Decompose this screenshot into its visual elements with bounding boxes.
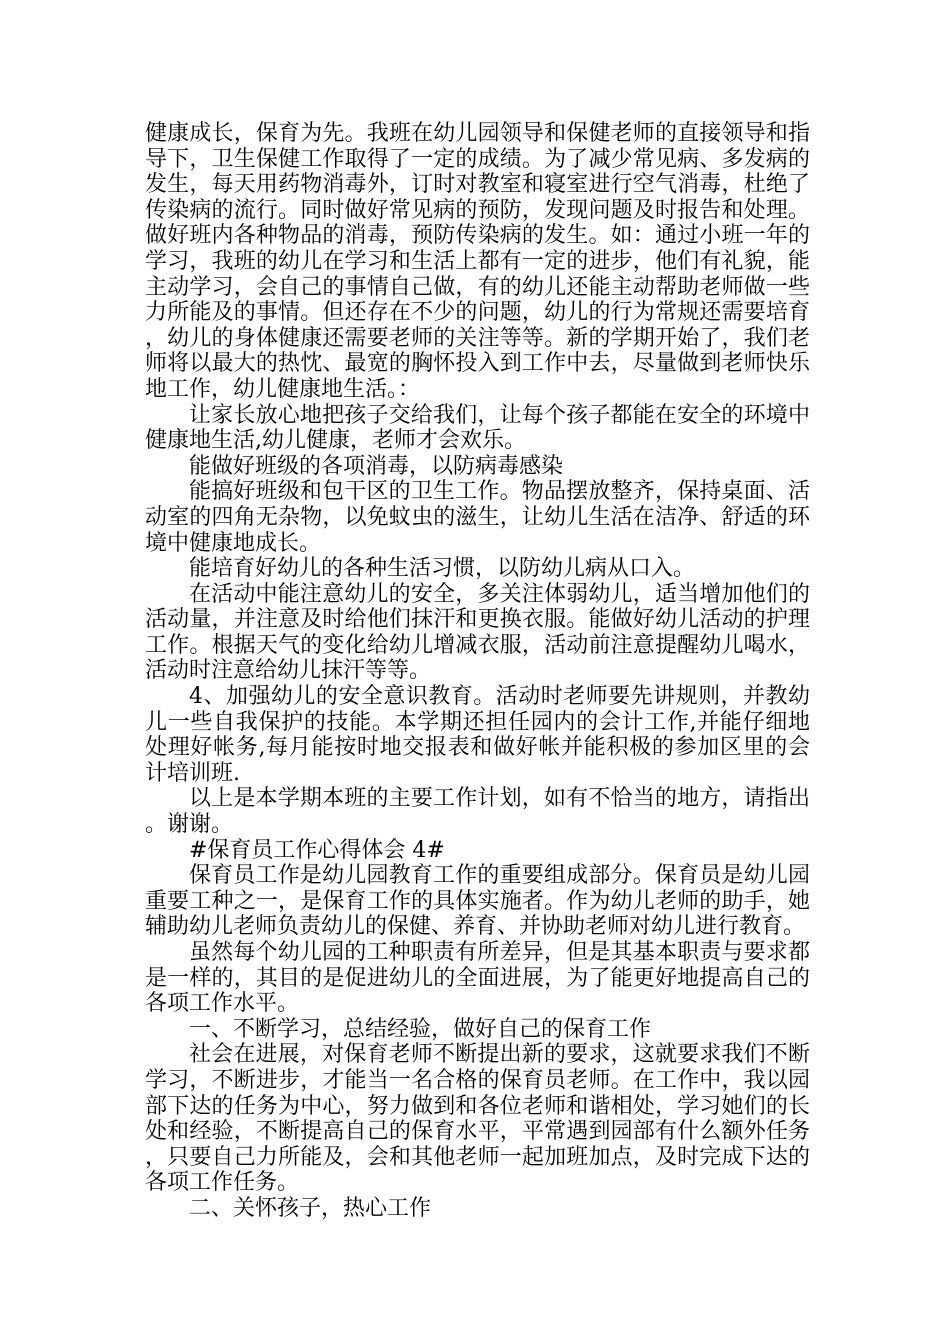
paragraph: 4、加强幼儿的安全意识教育。活动时老师要先讲规则，并教幼儿一些自我保护的技能。本学期还担任园内的会计工作,并能仔细地处理好帐务,每月能按时地交报表和做好帐并能积极的参加区里的会计培训班. (145, 684, 810, 786)
paragraph: 能培育好幼儿的各种生活习惯，以防幼儿病从口入。 (189, 556, 696, 582)
document-body (145, 121, 810, 1222)
paragraph: 健康成长，保育为先。我班在幼儿园领导和保健老师的直接领导和指导下，卫生保健工作取得了一定的成绩。为了减少常见病、多发病的发生，每天用药物消毒外，订时对教室和寝室进行空气消毒，杜绝了传染病的流行。同时做好常见病的预防，发现问题及时报告和处理。做好班内各种物品的消毒，预防传染病的发生。如：通过小班一年的学习，我班的幼儿在学习和生活上都有一定的进步，他们有礼貌，能主动学习，会自己的事情自己做，有的幼儿还能主动帮助老师做一些力所能及的事情。但还存在不少的问题，幼儿的行为常规还需要培育，幼儿的身体健康还需要老师的关注等等。新的学期开始了，我们老师将以最大的热忱、最宽的胸怀投入到工作中去，尽量做到老师快乐地工作，幼儿健康地生活。： (145, 121, 810, 402)
section-heading: 二、关怀孩子，热心工作 (189, 1195, 432, 1221)
paragraph: 社会在进展，对保育老师不断提出新的要求，这就要求我们不断学习，不断进步，才能当一名合格的保育员老师。在工作中，我以园部下达的任务为中心，努力做到和各位老师和谐相处，学习她们的长处和经验，不断提高自己的保育水平，平常遇到园部有什么额外任务，只要自己力所能及，会和其他老师一起加班加点，及时完成下达的各项工作任务。 (145, 1042, 810, 1196)
paragraph: 能做好班级的各项消毒，以防病毒感染 (189, 453, 564, 479)
paragraph: 让家长放心地把孩子交给我们，让每个孩子都能在安全的环境中健康地生活,幼儿健康，老师才会欢乐。 (145, 402, 810, 454)
paragraph: 以上是本学期本班的主要工作计划，如有不恰当的地方，请指出。谢谢。 (145, 786, 810, 838)
paragraph: 保育员工作是幼儿园教育工作的重要组成部分。保育员是幼儿园重要工种之一，是保育工作的具体实施者。作为幼儿老师的助手，她辅助幼儿老师负责幼儿的保健、养育、并协助老师对幼儿进行教育。 (145, 863, 810, 940)
paragraph: 虽然每个幼儿园的工种职责有所差异，但是其基本职责与要求都是一样的，其目的是促进幼儿的全面进展，为了能更好地提高自己的各项工作水平。 (145, 940, 810, 1017)
paragraph: 在活动中能注意幼儿的安全，多关注体弱幼儿，适当增加他们的活动量，并注意及时给他们抹汗和更换衣服。能做好幼儿活动的护理工作。根据天气的变化给幼儿增减衣服，活动前注意提醒幼儿喝水，活动时注意给幼儿抹汗等等。 (145, 581, 810, 684)
paragraph: 能搞好班级和包干区的卫生工作。物品摆放整齐，保持桌面、活动室的四角无杂物，以免蚊虫的滋生，让幼儿生活在洁净、舒适的环境中健康地成长。 (145, 479, 810, 556)
section-heading: #保育员工作心得体会 4# (189, 837, 445, 863)
section-heading: 一、不断学习，总结经验，做好自己的保育工作 (189, 1016, 652, 1042)
